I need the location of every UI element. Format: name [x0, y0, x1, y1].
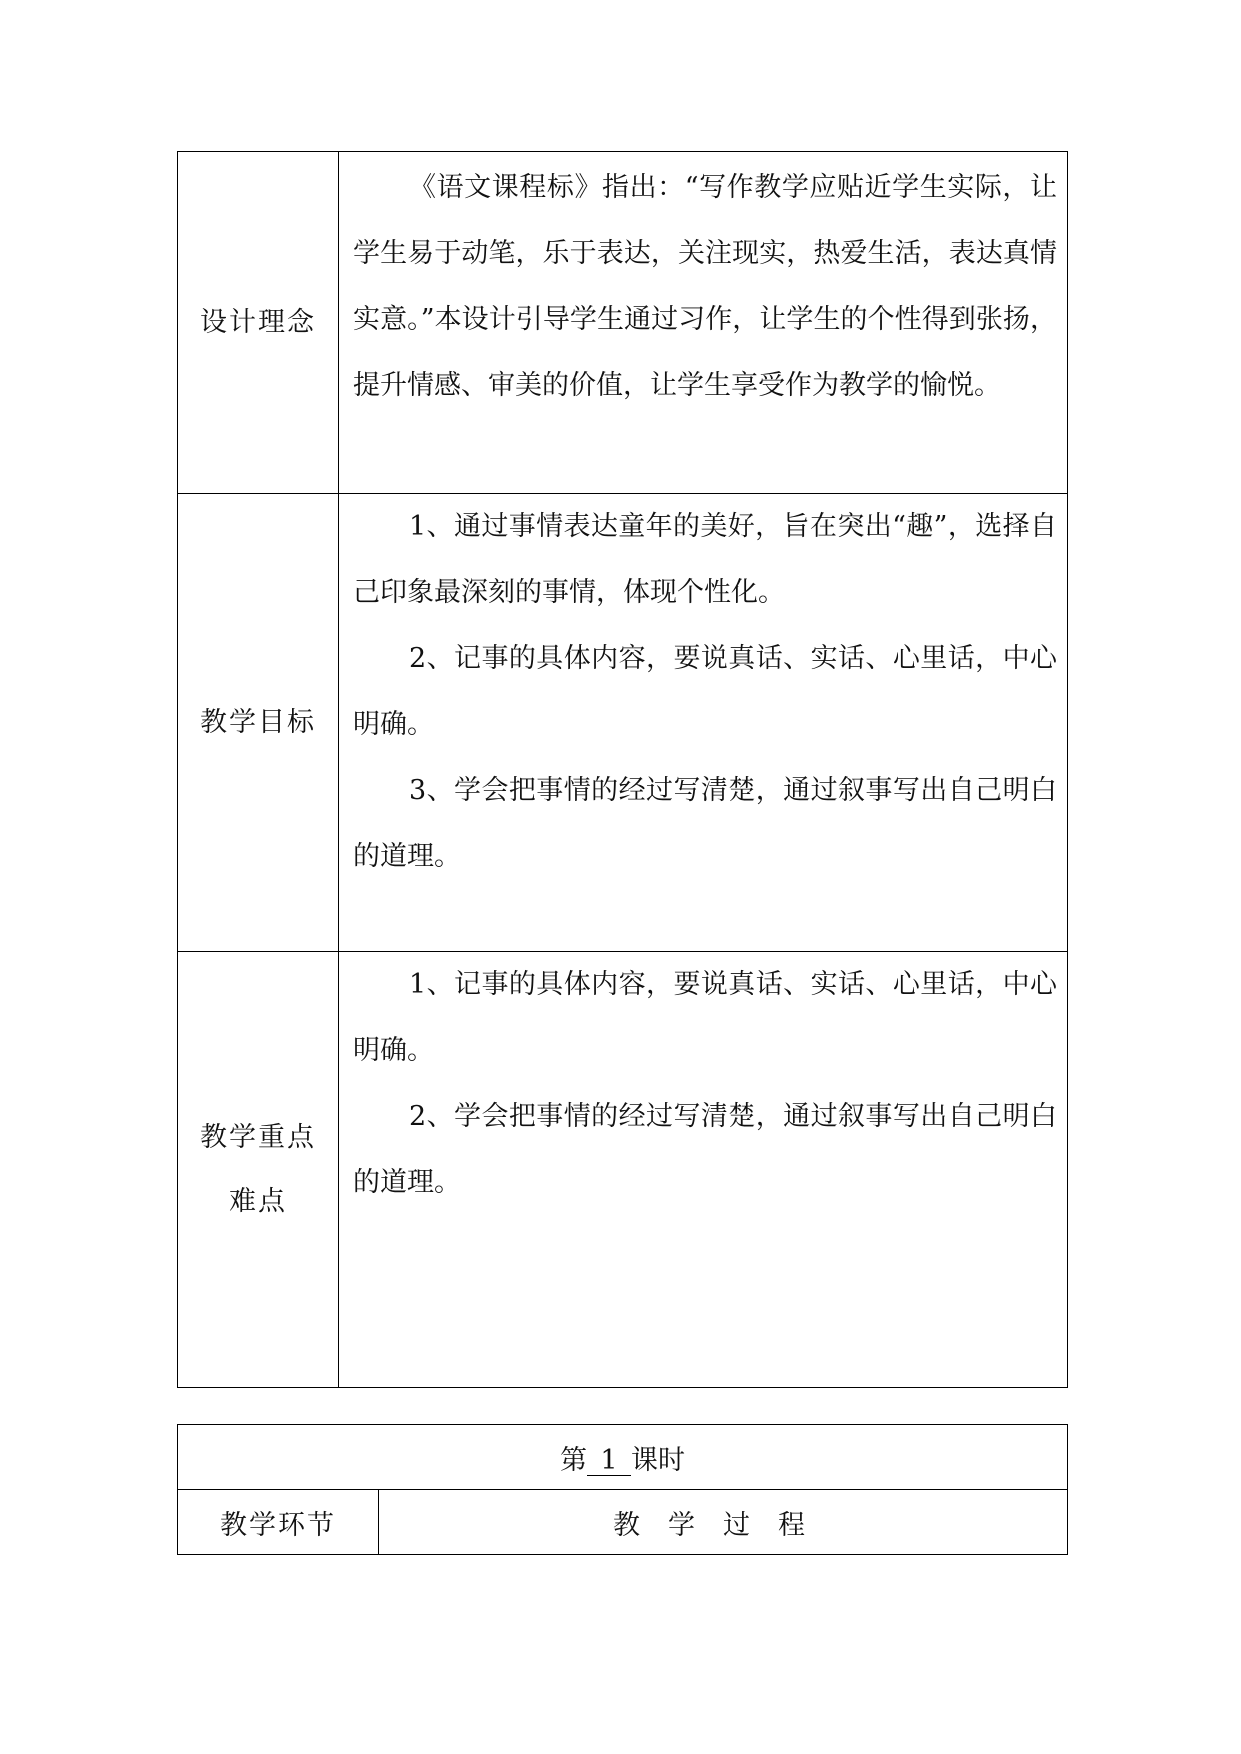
table-row-teaching-goals [178, 494, 1068, 952]
table-row-design-concept [178, 152, 1068, 494]
content-paragraph: 3、学会把事情的经过写清楚，通过叙事写出自己明白的道理。 [353, 775, 1057, 872]
row-content-teaching-goals [339, 494, 1068, 952]
row-label-key-difficult-points [178, 952, 339, 1388]
row-label-line: 难点 [229, 1185, 287, 1217]
lesson-number: 1 [587, 1447, 631, 1476]
row-label-line: 教学重点 [200, 1121, 316, 1153]
lesson-prefix: 第 [560, 1444, 587, 1476]
table-row-key-difficult-points [178, 952, 1068, 1388]
lesson-suffix: 课时 [631, 1444, 685, 1476]
content-paragraph: 2、记事的具体内容，要说真话、实话、心里话，中心明确。 [353, 643, 1057, 740]
lesson-period-table [177, 1424, 1068, 1555]
lesson-period-row [178, 1425, 1068, 1490]
row-content-design-concept [339, 152, 1068, 494]
content-paragraph: 《语文课程标》指出：“写作教学应贴近学生实际，让学生易于动笔，乐于表达，关注现实，热爱生活，表达真情实意。”本设计引导学生通过习作，让学生的个性得到张扬，提升情感、审美的价值，让学生享受作为教学的愉悦。 [353, 172, 1057, 401]
column-teaching-step: 教学环节 [178, 1490, 379, 1555]
content-paragraph: 2、学会把事情的经过写清楚，通过叙事写出自己明白的道理。 [353, 1101, 1057, 1198]
row-label-teaching-goals: 教学目标 [178, 494, 339, 952]
row-content-key-difficult-points [339, 952, 1068, 1388]
lesson-columns-row [178, 1490, 1068, 1555]
column-teaching-process: 教学过程 [379, 1490, 1068, 1555]
content-paragraph: 1、记事的具体内容，要说真话、实话、心里话，中心明确。 [353, 969, 1057, 1066]
content-paragraph: 1、通过事情表达童年的美好，旨在突出“趣”，选择自己印象最深刻的事情，体现个性化。 [353, 511, 1057, 608]
lesson-period-header [178, 1425, 1068, 1490]
lesson-plan-table [177, 151, 1068, 1388]
row-label-design-concept: 设计理念 [178, 152, 339, 494]
